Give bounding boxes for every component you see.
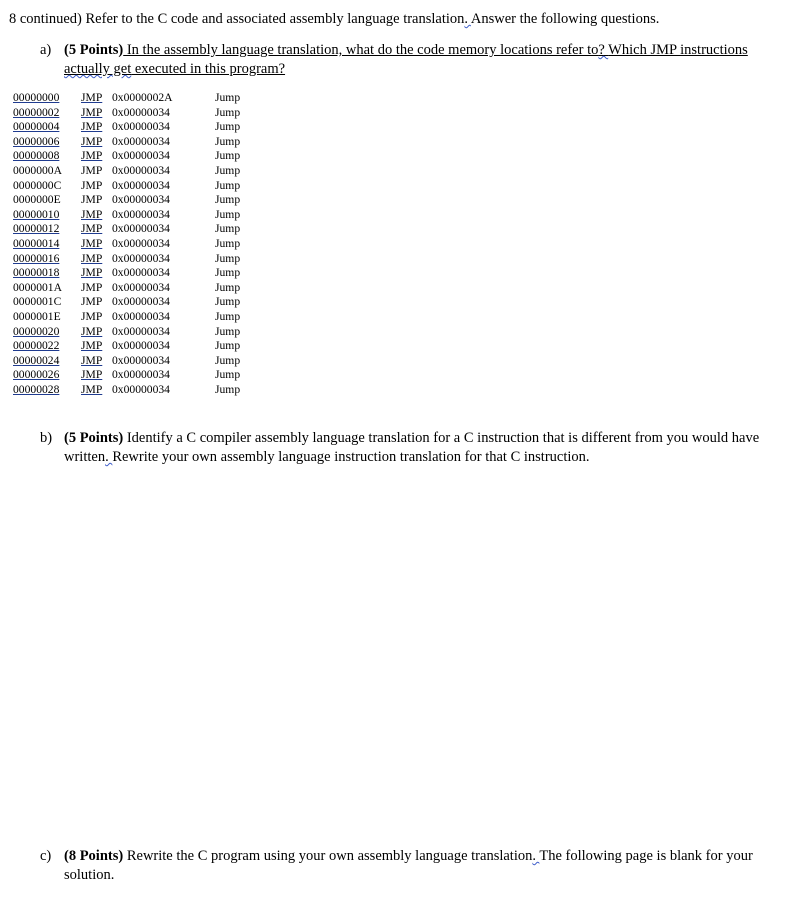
code-opcode: JMP [81, 134, 103, 148]
code-comment: Jump [215, 280, 241, 294]
code-comment: Jump [215, 382, 241, 396]
code-operand: 0x0000002A [112, 91, 173, 104]
code-opcode: JMP [81, 105, 103, 119]
question-c-part2: The following page is blank for your solution. [64, 848, 753, 883]
code-operand: 0x00000034 [112, 266, 170, 280]
question-b-part2: Rewrite your own assembly language instruction translation for that C instruction. [112, 449, 590, 465]
code-row [13, 91, 275, 106]
question-a-body [64, 42, 748, 77]
code-opcode: JMP [81, 368, 103, 382]
code-row [13, 120, 275, 135]
question-a-squig-word: actually get [64, 61, 132, 77]
code-operand: 0x00000034 [112, 339, 170, 353]
code-address: 00000018 [13, 266, 60, 280]
code-listing [13, 91, 275, 397]
code-opcode: JMP [81, 149, 103, 163]
code-comment: Jump [215, 163, 241, 177]
question-a-part3: executed in this program? [131, 61, 286, 77]
code-opcode: JMP [81, 222, 103, 236]
code-address: 0000000E [13, 193, 61, 207]
code-address: 00000028 [13, 382, 60, 396]
code-row [13, 208, 275, 223]
code-opcode: JMP [81, 353, 103, 367]
code-address: 00000020 [13, 324, 60, 338]
code-opcode: JMP [81, 236, 103, 250]
code-comment: Jump [215, 309, 241, 323]
code-row [13, 135, 275, 150]
code-row [13, 106, 275, 121]
code-comment: Jump [215, 149, 241, 163]
code-address: 00000002 [13, 105, 60, 119]
question-c-part1: Rewrite the C program using your own assembly language translation [123, 848, 533, 864]
code-operand: 0x00000034 [112, 309, 170, 323]
question-b-part1: Identify a C compiler assembly language translation for a C instruction that is different from you would have written [64, 430, 760, 465]
code-opcode: JMP [81, 339, 103, 353]
intro-text-end: Answer the following questions. [470, 11, 660, 27]
code-address: 0000001A [13, 280, 62, 294]
code-row [13, 295, 275, 310]
question-b-text [64, 429, 764, 467]
code-opcode: JMP [81, 309, 103, 323]
question-a-points: (5 Points) [64, 42, 124, 58]
code-operand: 0x00000034 [112, 324, 170, 338]
code-opcode: JMP [81, 251, 103, 265]
intro-text: 8 continued) Refer to the C code and associated assembly language translation [9, 11, 465, 27]
code-operand: 0x00000034 [112, 295, 170, 309]
code-row [13, 368, 275, 383]
question-a-part2: Which JMP instructions [608, 42, 748, 58]
code-address: 00000016 [13, 251, 60, 265]
intro-grammar-mark: . [464, 11, 471, 27]
code-operand: 0x00000034 [112, 207, 170, 221]
code-comment: Jump [215, 105, 241, 119]
code-comment: Jump [215, 207, 241, 221]
code-comment: Jump [215, 339, 241, 353]
code-comment: Jump [215, 178, 241, 192]
code-row [13, 149, 275, 164]
question-c-label: c) [40, 848, 52, 864]
code-opcode: JMP [81, 91, 103, 104]
code-address: 00000004 [13, 120, 60, 134]
code-row [13, 281, 275, 296]
code-comment: Jump [215, 266, 241, 280]
code-row [13, 383, 275, 398]
code-comment: Jump [215, 222, 241, 236]
code-row [13, 252, 275, 267]
code-row [13, 193, 275, 208]
intro-line [9, 10, 659, 28]
code-opcode: JMP [81, 266, 103, 280]
code-operand: 0x00000034 [112, 163, 170, 177]
code-opcode: JMP [81, 295, 103, 309]
code-operand: 0x00000034 [112, 120, 170, 134]
code-comment: Jump [215, 134, 241, 148]
code-address: 0000000A [13, 163, 62, 177]
code-opcode: JMP [81, 178, 103, 192]
code-row [13, 222, 275, 237]
code-row [13, 354, 275, 369]
code-address: 0000001E [13, 309, 61, 323]
code-address: 00000000 [13, 91, 60, 104]
code-operand: 0x00000034 [112, 193, 170, 207]
code-row [13, 164, 275, 179]
code-row [13, 179, 275, 194]
code-address: 00000022 [13, 339, 60, 353]
question-a-text [64, 41, 764, 79]
question-c-text [64, 847, 779, 885]
question-c-grammar-mark: . [532, 848, 540, 864]
code-address: 00000026 [13, 368, 60, 382]
code-operand: 0x00000034 [112, 353, 170, 367]
code-address: 00000006 [13, 134, 60, 148]
code-address: 0000001C [13, 295, 62, 309]
code-row [13, 266, 275, 281]
code-address: 00000008 [13, 149, 60, 163]
code-opcode: JMP [81, 324, 103, 338]
code-operand: 0x00000034 [112, 105, 170, 119]
code-opcode: JMP [81, 280, 103, 294]
question-a-grammar-mark: ? [598, 42, 609, 58]
code-row [13, 325, 275, 340]
code-opcode: JMP [81, 382, 103, 396]
code-operand: 0x00000034 [112, 134, 170, 148]
code-operand: 0x00000034 [112, 178, 170, 192]
code-comment: Jump [215, 251, 241, 265]
code-operand: 0x00000034 [112, 280, 170, 294]
question-b-grammar-mark: . [105, 449, 113, 465]
code-comment: Jump [215, 324, 241, 338]
code-opcode: JMP [81, 163, 103, 177]
code-address: 00000014 [13, 236, 60, 250]
code-opcode: JMP [81, 207, 103, 221]
code-opcode: JMP [81, 120, 103, 134]
code-comment: Jump [215, 353, 241, 367]
code-row [13, 339, 275, 354]
code-operand: 0x00000034 [112, 368, 170, 382]
code-address: 00000010 [13, 207, 60, 221]
code-address: 0000000C [13, 178, 62, 192]
code-operand: 0x00000034 [112, 222, 170, 236]
code-row [13, 310, 275, 325]
question-b-label: b) [40, 430, 53, 446]
question-c-points: (8 Points) [64, 848, 124, 864]
question-b-points: (5 Points) [64, 430, 124, 446]
code-operand: 0x00000034 [112, 236, 170, 250]
question-a-part1: In the assembly language translation, what do the code memory locations refer to [123, 42, 599, 58]
code-address: 00000024 [13, 353, 60, 367]
code-comment: Jump [215, 236, 241, 250]
code-operand: 0x00000034 [112, 382, 170, 396]
code-operand: 0x00000034 [112, 251, 170, 265]
code-comment: Jump [215, 193, 241, 207]
code-address: 00000012 [13, 222, 60, 236]
code-comment: Jump [215, 91, 241, 104]
code-row [13, 237, 275, 252]
code-comment: Jump [215, 368, 241, 382]
code-comment: Jump [215, 295, 241, 309]
question-a-label: a) [40, 42, 52, 58]
code-operand: 0x00000034 [112, 149, 170, 163]
code-comment: Jump [215, 120, 241, 134]
code-opcode: JMP [81, 193, 103, 207]
